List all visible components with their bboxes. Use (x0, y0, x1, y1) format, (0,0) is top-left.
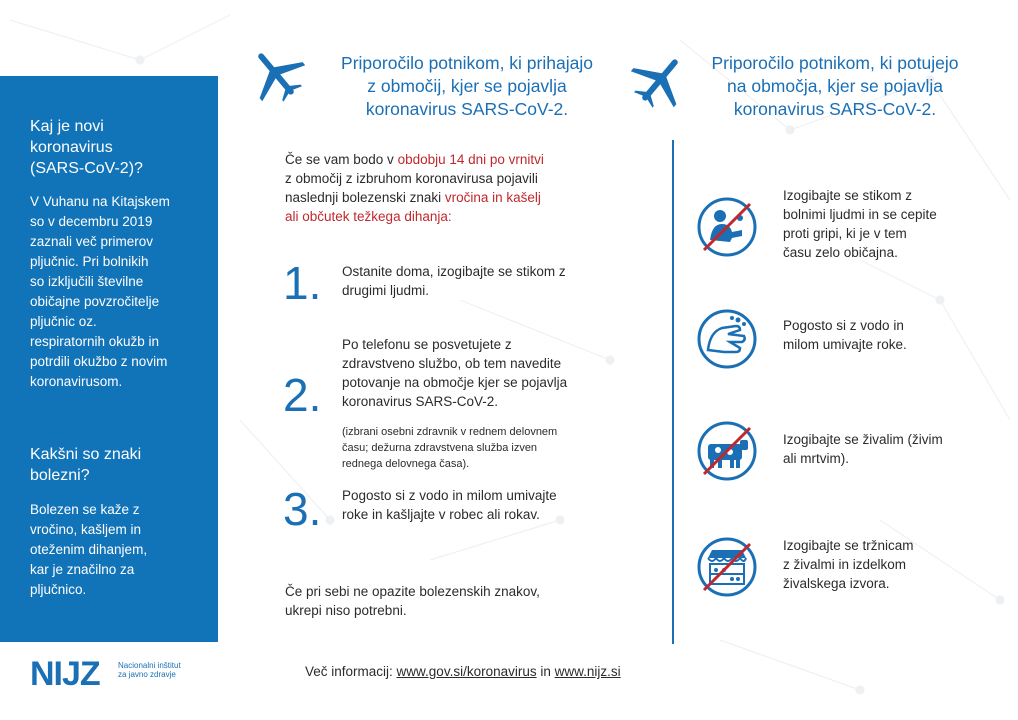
advice-text: Izogibajte se stikom z bolnimi ljudmi in se cepite proti gripi, ki je v tem času zelo običajna. (783, 188, 937, 260)
advice-text: Izogibajte se živalim (živim ali mrtvim). (783, 432, 943, 466)
info-sidebar (0, 76, 218, 642)
logo-caption: Nacionalni inštitut za javno zdravje (118, 661, 181, 679)
step-number: 3. (283, 483, 322, 535)
sidebar-heading-virus: Kaj je novi koronavirus (SARS-CoV-2)? (30, 118, 143, 177)
no-symptoms-note: Če pri sebi ne opazite bolezenskih znakov, ukrepi niso potrebni. (285, 584, 540, 618)
advice-text: Izogibajte se tržnicam z živalmi in izdelkom živalskega izvora. (783, 538, 914, 591)
step-note: (izbrani osebni zdravnik v rednem delovnem času; dežurna zdravstvena služba izven rednega delovnega časa). (342, 426, 558, 470)
sidebar-paragraph-virus: V Vuhanu na Kitajskem so v decembru 2019 zaznali več primerov pljučnic. Pri bolnikih so izključili številne običajne povzročitelje pljučnic oz. respiratornih okužb in potrdili okužbo z novim koronavirusom. (30, 194, 170, 389)
column-divider (672, 140, 674, 644)
advice-text: Pogosto si z vodo in milom umivajte roke. (783, 318, 907, 352)
step-text: Pogosto si z vodo in milom umivajte roke in kašljajte v robec ali rokav. (342, 488, 557, 522)
departing-travelers-title: Priporočilo potnikom, ki potujejo na območja, kjer se pojavlja koronavirus SARS-CoV-2. (711, 53, 959, 119)
step-text: Ostanite doma, izogibajte se stikom z drugimi ljudmi. (342, 264, 566, 298)
no-sick-contact-icon (696, 196, 758, 258)
hand-washing-icon (696, 308, 758, 370)
step-number: 1. (283, 257, 322, 309)
arriving-plane-icon (246, 44, 306, 104)
sidebar-paragraph-symptoms: Bolezen se kaže z vročino, kašljem in oteženim dihanjem, kar je značilno za pljučnico. (30, 502, 148, 597)
nijz-logo: NIJZ Nacionalni inštitut za javno zdravje (30, 655, 181, 693)
more-info-line: Več informacij: www.gov.si/koronavirus in www.nijz.si (305, 664, 621, 679)
step-number: 2. (283, 369, 322, 421)
arriving-travelers-title: Priporočilo potnikom, ki prihajajo z območij, kjer se pojavlja koronavirus SARS-CoV-2. (341, 53, 593, 119)
gov-si-link[interactable]: www.gov.si/koronavirus (396, 664, 537, 679)
no-markets-icon (696, 536, 758, 598)
sidebar-heading-symptoms: Kakšni so znaki bolezni? (30, 446, 142, 484)
nijz-link[interactable]: www.nijz.si (554, 664, 621, 679)
no-animals-icon (696, 420, 758, 482)
symptoms-intro: Če se vam bodo v obdobju 14 dni po vrnitvi z območij z izbruhom koronavirusa pojavili naslednji bolezenski znaki vročina in kašelj ali občutek težkega dihanja: (285, 152, 544, 224)
step-text: Po telefonu se posvetujete z zdravstveno službo, ob tem navedite potovanje na območje kjer se pojavlja koronavirus SARS-CoV-2. (342, 337, 568, 409)
